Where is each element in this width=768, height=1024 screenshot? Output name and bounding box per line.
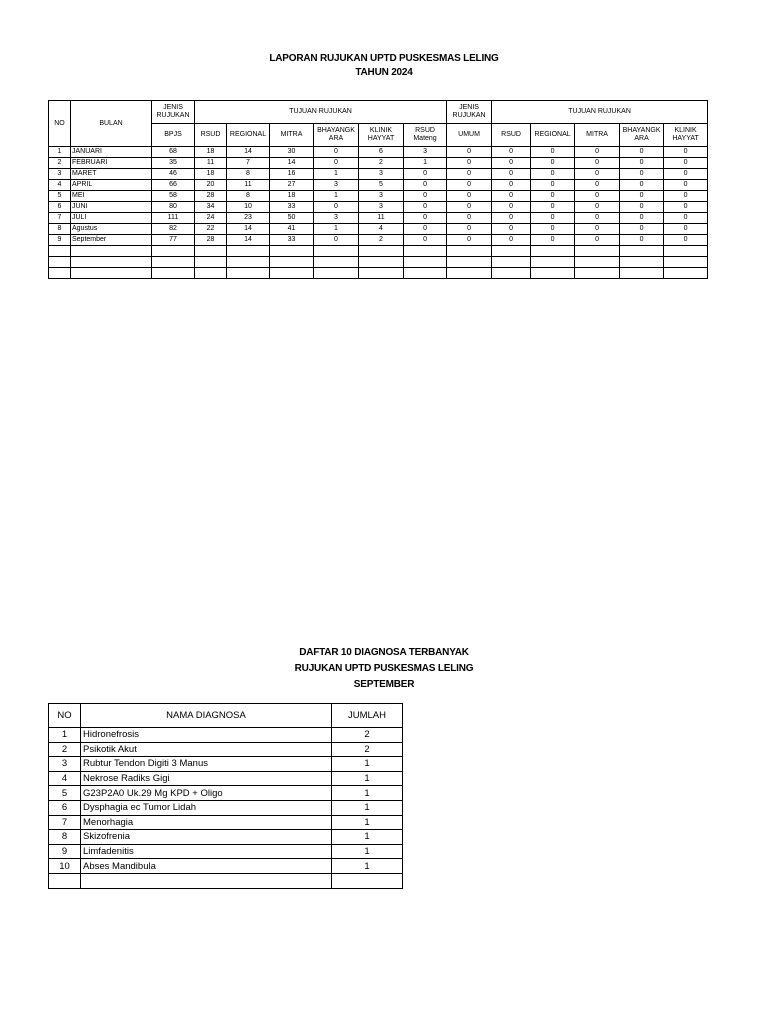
empty-cell	[531, 268, 575, 279]
header-regional: REGIONAL	[227, 124, 270, 147]
row-value: 33	[270, 202, 314, 213]
row-month: Agustus	[71, 224, 152, 235]
empty-cell	[404, 246, 447, 257]
diagnosis-number: 6	[49, 800, 81, 815]
row-value: 80	[152, 202, 195, 213]
empty-cell	[620, 268, 664, 279]
row-value: 11	[195, 158, 227, 169]
empty-cell	[152, 268, 195, 279]
empty-cell	[152, 257, 195, 268]
row-value: 0	[492, 202, 531, 213]
report2-title-line3: SEPTEMBER	[353, 679, 415, 690]
empty-cell	[270, 268, 314, 279]
row-value: 0	[531, 202, 575, 213]
row-value: 0	[575, 180, 620, 191]
row-value: 14	[227, 235, 270, 246]
row-value: 1	[314, 169, 359, 180]
row-value: 0	[664, 224, 708, 235]
row-value: 0	[492, 235, 531, 246]
row-value: 0	[492, 158, 531, 169]
row-value: 3	[404, 147, 447, 158]
empty-cell	[195, 246, 227, 257]
row-value: 1	[404, 158, 447, 169]
empty-cell	[492, 246, 531, 257]
empty-cell	[575, 246, 620, 257]
row-value: 0	[531, 169, 575, 180]
diagnosis-row	[49, 771, 403, 786]
row-value: 0	[447, 213, 492, 224]
row-value: 33	[270, 235, 314, 246]
row-number: 5	[49, 191, 71, 202]
report1-title-line2: TAHUN 2024	[355, 67, 413, 78]
table-row	[49, 213, 708, 224]
row-value: 0	[575, 191, 620, 202]
row-number: 9	[49, 235, 71, 246]
row-value: 0	[664, 158, 708, 169]
row-value: 0	[404, 235, 447, 246]
header-mitra-2: MITRA	[575, 124, 620, 147]
row-value: 66	[152, 180, 195, 191]
diagnosis-row	[49, 830, 403, 845]
header-bulan: BULAN	[71, 101, 152, 147]
diagnosis-row	[49, 815, 403, 830]
row-value: 0	[447, 147, 492, 158]
row-value: 0	[620, 191, 664, 202]
row-value: 3	[314, 213, 359, 224]
row-value: 2	[359, 235, 404, 246]
empty-cell	[664, 268, 708, 279]
header-tujuan-rujukan-1: TUJUAN RUJUKAN	[195, 101, 447, 124]
diagnosis-count: 1	[332, 815, 403, 830]
header-bhayangkara-2: BHAYANGK ARA	[620, 124, 664, 147]
row-value: 0	[314, 235, 359, 246]
empty-cell	[227, 246, 270, 257]
row-value: 58	[152, 191, 195, 202]
row-value: 0	[531, 213, 575, 224]
row-value: 0	[447, 224, 492, 235]
diagnosis-name: Nekrose Radiks Gigi	[81, 771, 332, 786]
row-month: September	[71, 235, 152, 246]
row-value: 23	[227, 213, 270, 224]
row-value: 5	[359, 180, 404, 191]
header-rsud-mateng: RSUD Mateng	[404, 124, 447, 147]
empty-cell	[270, 246, 314, 257]
row-value: 30	[270, 147, 314, 158]
diagnosis-row	[49, 728, 403, 743]
diagnosis-count: 1	[332, 757, 403, 772]
row-value: 7	[227, 158, 270, 169]
diagnosis-row	[49, 742, 403, 757]
row-number: 1	[49, 147, 71, 158]
top-diagnosis-body	[49, 728, 403, 889]
row-value: 24	[195, 213, 227, 224]
empty-cell	[227, 268, 270, 279]
header-rsud: RSUD	[195, 124, 227, 147]
row-value: 0	[447, 235, 492, 246]
row-month: MEI	[71, 191, 152, 202]
row-value: 8	[227, 191, 270, 202]
row-number: 2	[49, 158, 71, 169]
header-klinik-hayyat-2: KLINIK HAYYAT	[664, 124, 708, 147]
table-row	[49, 147, 708, 158]
row-value: 16	[270, 169, 314, 180]
empty-cell	[492, 257, 531, 268]
diagnosis-row	[49, 844, 403, 859]
row-value: 0	[620, 213, 664, 224]
row-number: 6	[49, 202, 71, 213]
empty-cell	[195, 268, 227, 279]
diagnosis-name: G23P2A0 Uk.29 Mg KPD + Oligo	[81, 786, 332, 801]
diagnosis-number: 4	[49, 771, 81, 786]
row-value: 0	[404, 169, 447, 180]
empty-cell	[71, 257, 152, 268]
header-regional-2: REGIONAL	[531, 124, 575, 147]
row-value: 0	[531, 158, 575, 169]
row-number: 8	[49, 224, 71, 235]
empty-cell	[620, 257, 664, 268]
diagnosis-row-empty	[49, 873, 403, 888]
diagnosis-count: 1	[332, 771, 403, 786]
diagnosis-number: 3	[49, 757, 81, 772]
empty-cell	[664, 246, 708, 257]
header-jenis-rujukan-2: JENIS RUJUKAN	[447, 101, 492, 124]
diagnosis-count: 1	[332, 830, 403, 845]
empty-cell	[227, 257, 270, 268]
header-no: NO	[49, 101, 71, 147]
empty-cell	[195, 257, 227, 268]
row-value: 46	[152, 169, 195, 180]
row-value: 28	[195, 235, 227, 246]
row-value: 0	[620, 180, 664, 191]
row-value: 0	[447, 158, 492, 169]
header-klinik-hayyat: KLINIK HAYYAT	[359, 124, 404, 147]
row-value: 0	[531, 235, 575, 246]
row-month: JULI	[71, 213, 152, 224]
row-value: 0	[314, 158, 359, 169]
row-value: 0	[492, 180, 531, 191]
row-value: 35	[152, 158, 195, 169]
row-value: 0	[314, 202, 359, 213]
row-value: 0	[447, 169, 492, 180]
empty-cell	[81, 873, 332, 888]
empty-cell	[152, 246, 195, 257]
row-value: 14	[227, 147, 270, 158]
report2-title-line1: DAFTAR 10 DIAGNOSA TERBANYAK	[299, 647, 469, 658]
row-value: 0	[664, 202, 708, 213]
row-value: 68	[152, 147, 195, 158]
row-value: 18	[195, 169, 227, 180]
row-value: 0	[404, 180, 447, 191]
row-value: 0	[620, 202, 664, 213]
row-value: 41	[270, 224, 314, 235]
row-value: 0	[404, 191, 447, 202]
empty-cell	[49, 873, 81, 888]
table-row	[49, 191, 708, 202]
header-diag-no: NO	[49, 704, 81, 728]
row-value: 0	[492, 169, 531, 180]
empty-cell	[575, 268, 620, 279]
row-value: 22	[195, 224, 227, 235]
empty-cell	[359, 257, 404, 268]
row-value: 20	[195, 180, 227, 191]
row-month: JUNI	[71, 202, 152, 213]
diagnosis-name: Hidronefrosis	[81, 728, 332, 743]
diagnosis-number: 7	[49, 815, 81, 830]
row-value: 3	[359, 202, 404, 213]
row-number: 3	[49, 169, 71, 180]
row-month: FEBRUARI	[71, 158, 152, 169]
row-value: 28	[195, 191, 227, 202]
row-number: 4	[49, 180, 71, 191]
diagnosis-name: Limfadenitis	[81, 844, 332, 859]
empty-cell	[49, 246, 71, 257]
row-value: 0	[492, 147, 531, 158]
row-value: 0	[314, 147, 359, 158]
empty-cell	[71, 246, 152, 257]
header-mitra: MITRA	[270, 124, 314, 147]
empty-cell	[270, 257, 314, 268]
row-number: 7	[49, 213, 71, 224]
diagnosis-name: Rubtur Tendon Digiti 3 Manus	[81, 757, 332, 772]
header-bpjs: BPJS	[152, 124, 195, 147]
row-value: 77	[152, 235, 195, 246]
diagnosis-number: 10	[49, 859, 81, 874]
diagnosis-count: 1	[332, 786, 403, 801]
table-row	[49, 235, 708, 246]
row-value: 0	[664, 169, 708, 180]
referral-report-body	[49, 147, 708, 279]
empty-cell	[359, 268, 404, 279]
diagnosis-name: Psikotik Akut	[81, 742, 332, 757]
row-value: 0	[620, 235, 664, 246]
row-value: 0	[575, 147, 620, 158]
row-value: 1	[314, 224, 359, 235]
diagnosis-name: Abses Mandibula	[81, 859, 332, 874]
row-value: 4	[359, 224, 404, 235]
empty-cell	[447, 246, 492, 257]
empty-cell	[620, 246, 664, 257]
row-value: 0	[664, 147, 708, 158]
table-row-empty	[49, 257, 708, 268]
diagnosis-number: 1	[49, 728, 81, 743]
header-jenis-rujukan-1: JENIS RUJUKAN	[152, 101, 195, 124]
header-diag-jumlah: JUMLAH	[332, 704, 403, 728]
header-tujuan-rujukan-2: TUJUAN RUJUKAN	[492, 101, 708, 124]
row-value: 0	[447, 202, 492, 213]
row-month: MARET	[71, 169, 152, 180]
row-value: 0	[531, 224, 575, 235]
diagnosis-count: 1	[332, 800, 403, 815]
row-value: 8	[227, 169, 270, 180]
row-value: 0	[575, 169, 620, 180]
diagnosis-number: 8	[49, 830, 81, 845]
row-value: 0	[664, 191, 708, 202]
row-value: 0	[575, 224, 620, 235]
row-value: 3	[359, 169, 404, 180]
row-value: 0	[492, 224, 531, 235]
row-value: 10	[227, 202, 270, 213]
diagnosis-row	[49, 757, 403, 772]
diagnosis-count: 1	[332, 844, 403, 859]
row-value: 6	[359, 147, 404, 158]
row-month: APRIL	[71, 180, 152, 191]
row-value: 0	[404, 213, 447, 224]
row-value: 0	[620, 147, 664, 158]
table-row	[49, 169, 708, 180]
row-value: 82	[152, 224, 195, 235]
table-row	[49, 180, 708, 191]
row-value: 0	[492, 191, 531, 202]
diagnosis-row	[49, 786, 403, 801]
diagnosis-count: 2	[332, 728, 403, 743]
diagnosis-name: Menorhagia	[81, 815, 332, 830]
empty-cell	[664, 257, 708, 268]
row-value: 0	[531, 147, 575, 158]
row-value: 0	[664, 235, 708, 246]
row-value: 14	[270, 158, 314, 169]
row-value: 2	[359, 158, 404, 169]
empty-cell	[531, 246, 575, 257]
empty-cell	[492, 268, 531, 279]
header-umum: UMUM	[447, 124, 492, 147]
row-value: 0	[531, 180, 575, 191]
empty-cell	[49, 257, 71, 268]
row-value: 50	[270, 213, 314, 224]
header-rsud-2: RSUD	[492, 124, 531, 147]
empty-cell	[359, 246, 404, 257]
row-value: 0	[492, 213, 531, 224]
row-value: 34	[195, 202, 227, 213]
report1-title-line1: LAPORAN RUJUKAN UPTD PUSKESMAS LELING	[269, 53, 499, 64]
row-value: 0	[575, 158, 620, 169]
diagnosis-name: Skizofrenia	[81, 830, 332, 845]
table-row	[49, 202, 708, 213]
empty-cell	[404, 268, 447, 279]
table-row	[49, 158, 708, 169]
row-value: 18	[270, 191, 314, 202]
row-value: 18	[195, 147, 227, 158]
row-value: 0	[575, 213, 620, 224]
report2-title-line2: RUJUKAN UPTD PUSKESMAS LELING	[294, 663, 474, 674]
row-value: 0	[620, 158, 664, 169]
empty-cell	[447, 257, 492, 268]
row-value: 0	[531, 191, 575, 202]
diagnosis-row	[49, 800, 403, 815]
empty-cell	[314, 246, 359, 257]
table-row-empty	[49, 268, 708, 279]
row-value: 0	[664, 180, 708, 191]
row-value: 0	[447, 191, 492, 202]
row-value: 3	[314, 180, 359, 191]
row-value: 0	[620, 169, 664, 180]
diagnosis-number: 5	[49, 786, 81, 801]
row-value: 111	[152, 213, 195, 224]
row-value: 11	[227, 180, 270, 191]
header-diag-nama: NAMA DIAGNOSA	[81, 704, 332, 728]
empty-cell	[447, 268, 492, 279]
empty-cell	[575, 257, 620, 268]
row-value: 0	[575, 235, 620, 246]
empty-cell	[332, 873, 403, 888]
table-row-empty	[49, 246, 708, 257]
empty-cell	[531, 257, 575, 268]
header-bhayangkara: BHAYANGK ARA	[314, 124, 359, 147]
row-value: 27	[270, 180, 314, 191]
row-value: 0	[664, 213, 708, 224]
diagnosis-number: 2	[49, 742, 81, 757]
empty-cell	[404, 257, 447, 268]
row-value: 0	[404, 202, 447, 213]
row-month: JANUARI	[71, 147, 152, 158]
row-value: 14	[227, 224, 270, 235]
diagnosis-row	[49, 859, 403, 874]
row-value: 0	[620, 224, 664, 235]
row-value: 1	[314, 191, 359, 202]
empty-cell	[49, 268, 71, 279]
row-value: 0	[404, 224, 447, 235]
empty-cell	[314, 257, 359, 268]
diagnosis-count: 1	[332, 859, 403, 874]
row-value: 0	[447, 180, 492, 191]
empty-cell	[314, 268, 359, 279]
row-value: 3	[359, 191, 404, 202]
diagnosis-count: 2	[332, 742, 403, 757]
diagnosis-name: Dysphagia ec Tumor Lidah	[81, 800, 332, 815]
row-value: 11	[359, 213, 404, 224]
diagnosis-number: 9	[49, 844, 81, 859]
top-diagnosis-table	[48, 703, 403, 889]
row-value: 0	[575, 202, 620, 213]
referral-report-table	[48, 100, 708, 279]
empty-cell	[71, 268, 152, 279]
table-row	[49, 224, 708, 235]
